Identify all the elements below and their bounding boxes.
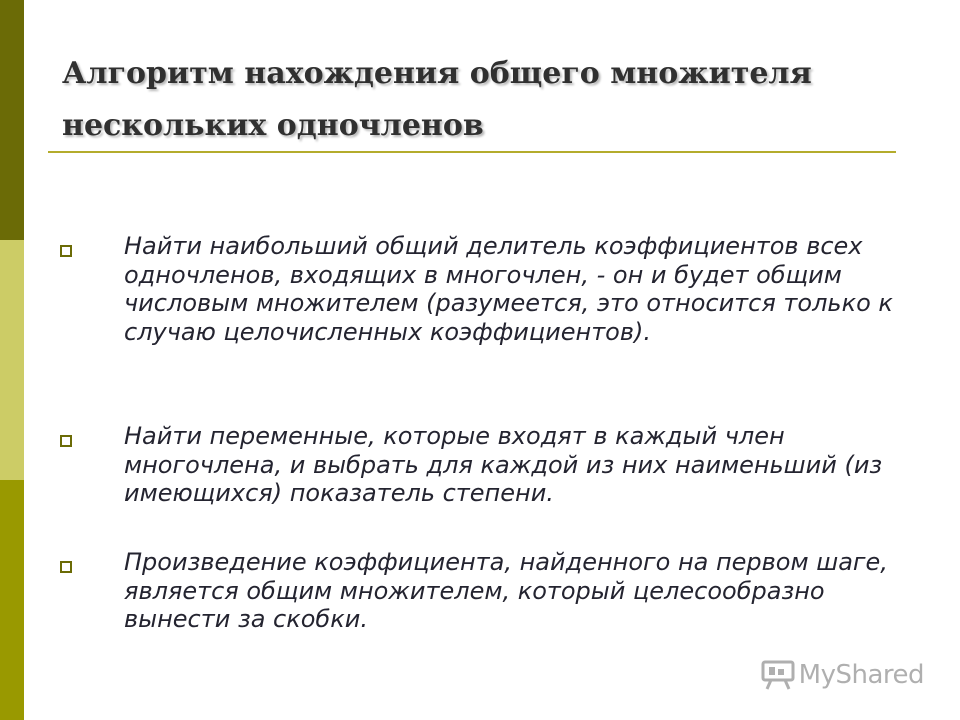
slide-title: Алгоритм нахождения общего множителя нескольких одночленов [62,56,812,143]
bullet-text-2: Найти переменные, которые входят в каждый член многочлена, и выбрать для каждой из них наименьший (из имеющихся) показатель степени. [124,422,883,507]
watermark-text: MyShared [798,660,924,690]
title-divider [48,151,896,153]
watermark-logo [761,660,924,690]
square-bullet-icon [60,561,72,573]
sidebar-accent-middle [0,240,24,480]
square-bullet-icon [60,245,72,257]
square-bullet-icon [60,435,72,447]
bullet-text-1: Найти наибольший общий делитель коэффициентов всех одночленов, входящих в многочлен, - он и будет общим числовым множителем (разумеется, это относится только к случаю целочисленных коэффициентов). [124,232,893,346]
sidebar-accent-top [0,0,24,240]
presentation-board-icon [761,660,795,690]
bullet-text-3: Произведение коэффициента, найденного на первом шаге, является общим множителем, который целесообразно вынести за скобки. [124,548,888,633]
sidebar-accent-bottom [0,480,24,720]
